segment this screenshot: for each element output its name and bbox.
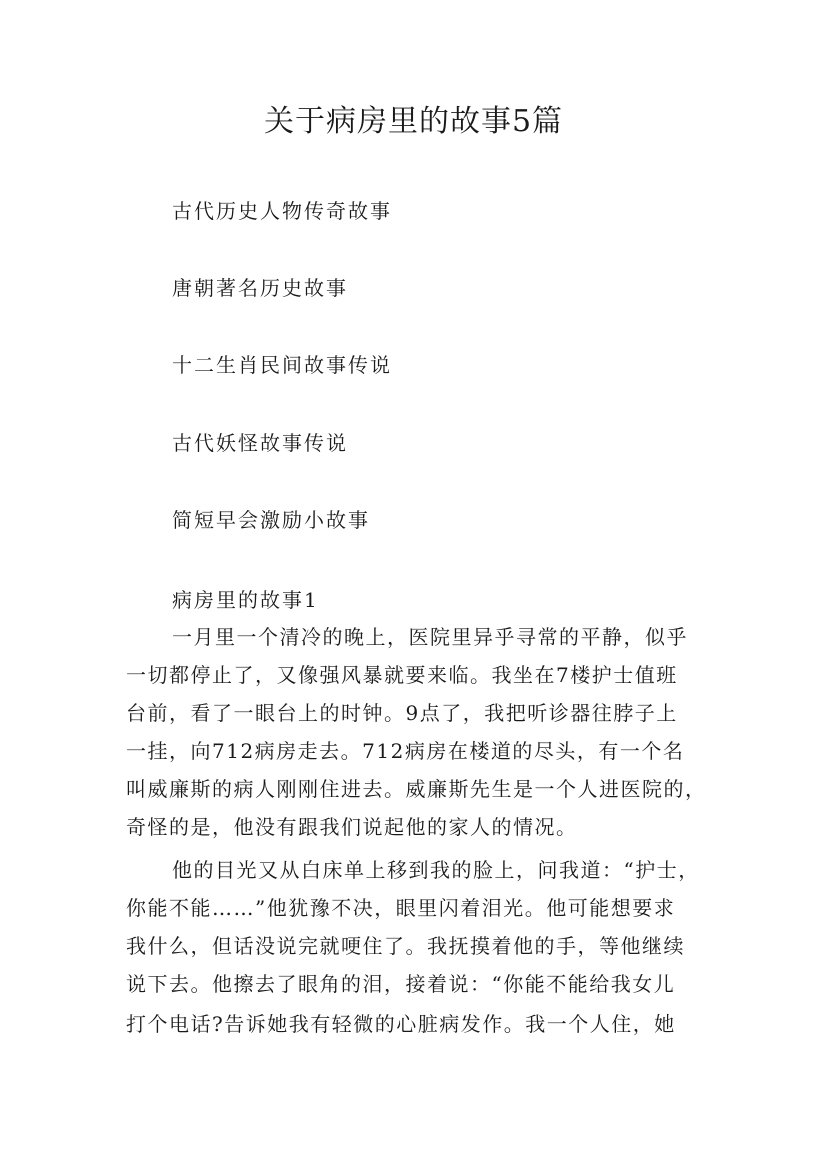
story-text-line: 叫威廉斯的病人刚刚住进去。威廉斯先生是一个人进医院的，	[126, 777, 707, 801]
story-text-line: 一挂，向712病房走去。712病房在楼道的尽头，有一个名	[126, 739, 685, 763]
story-text-line: 台前，看了一眼台上的时钟。9点了，我把听诊器往脖子上	[126, 701, 678, 725]
related-link-item[interactable]: 唐朝著名历史故事	[172, 276, 348, 300]
story-heading: 病房里的故事1	[172, 588, 319, 612]
story-text-line: 他的目光又从白床单上移到我的脸上，问我道：“护士，	[172, 858, 700, 882]
story-text-line: 一月里一个清冷的晚上，医院里异乎寻常的平静，似乎	[172, 625, 688, 649]
related-link-item[interactable]: 简短早会激励小故事	[172, 508, 370, 532]
story-text-line: 我什么，但话没说完就哽住了。我抚摸着他的手，等他继续	[126, 934, 685, 958]
related-link-item[interactable]: 十二生肖民间故事传说	[172, 353, 392, 377]
document-title: 关于病房里的故事5篇	[263, 104, 564, 139]
related-link-item[interactable]: 古代妖怪故事传说	[172, 431, 348, 455]
story-text-line: 一切都停止了，又像强风暴就要来临。我坐在7楼护士值班	[126, 663, 678, 687]
story-text-line: 说下去。他擦去了眼角的泪，接着说：“你能不能给我女儿	[126, 972, 676, 996]
story-text-line: 你能不能……”他犹豫不决，眼里闪着泪光。他可能想要求	[126, 896, 676, 920]
story-text-line: 打个电话?告诉她我有轻微的心脏病发作。我一个人住，她	[126, 1012, 676, 1036]
story-text-line: 奇怪的是，他没有跟我们说起他的家人的情况。	[126, 815, 578, 839]
related-link-item[interactable]: 古代历史人物传奇故事	[172, 199, 392, 223]
